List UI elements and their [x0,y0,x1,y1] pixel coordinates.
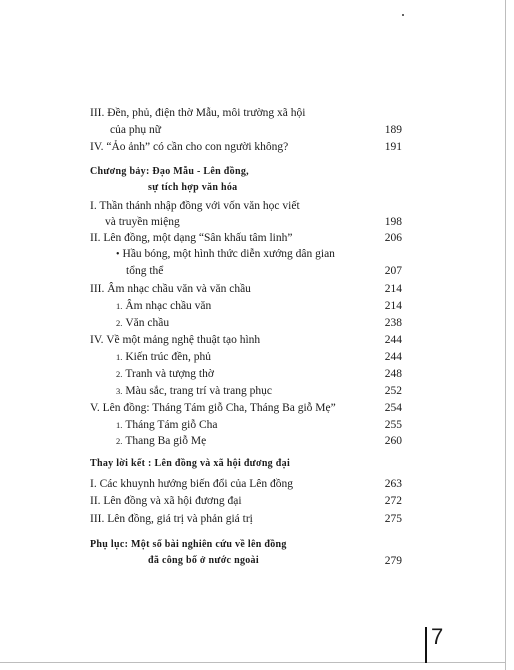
toc-entry-text: IV. Về một mảng nghệ thuật tạo hình [90,334,261,346]
toc-entry [116,245,335,263]
toc-page-number: 189 [384,124,402,136]
toc-entry-text: Thang Ba giỗ Mẹ [125,435,207,447]
chapter-heading [148,552,259,570]
toc-page-number: 272 [384,495,402,507]
toc-entry [90,492,242,510]
toc-entry-text: III. Lên đồng, giá trị và phản giá trị [90,513,253,525]
toc-page-number: 244 [384,351,402,363]
toc-entry-text: II. Lên đồng, một dạng “Sân khấu tâm linh” [90,232,293,244]
toc-entry [126,262,163,280]
toc-page-number: 248 [384,368,402,380]
bullet-mark: • [116,249,120,260]
toc-entry-text: Kiến trúc đền, phủ [125,351,211,363]
toc-entry [116,365,214,383]
toc-entry [90,138,288,156]
toc-page-number: 207 [384,265,402,277]
toc-page-number: 260 [384,435,402,447]
item-number: 2. [116,369,123,379]
toc-entry-text: I. Thần thánh nhập đồng với vốn văn học viết [90,200,300,212]
toc-entry [116,297,211,315]
toc-entry-text: II. Lên đồng và xã hội đương đại [90,495,242,507]
chapter-heading-text: đã công bố ở nước ngoài [148,555,259,566]
toc-entry-text: của phụ nữ [110,124,161,136]
toc-entry-text: Âm nhạc chầu văn [125,300,212,312]
toc-entry-text: V. Lên đồng: Tháng Tám giỗ Cha, Tháng Ba giỗ Mẹ” [90,402,336,414]
toc-entry-text: Tranh và tượng thờ [125,368,214,380]
toc-entry-text: Màu sắc, trang trí và trang phục [125,385,272,397]
toc-entry [116,432,206,450]
item-number: 2. [116,318,123,328]
toc-entry [90,104,305,122]
chapter-heading [90,455,290,473]
page-frame-right [505,0,506,670]
toc-page-number: 255 [384,419,402,431]
chapter-heading-text: Thay lời kết : Lên đồng và xã hội đương đại [90,458,291,469]
toc-page-number: 263 [384,478,402,490]
item-number: 1. [116,352,123,362]
item-number: 1. [116,301,123,311]
toc-page-number: 254 [384,402,402,414]
page-frame-bottom [0,662,505,663]
toc-page-number: 279 [384,555,402,567]
chapter-heading-text: sự tích hợp văn hóa [148,182,238,193]
toc-entry-text: IV. “Ảo ảnh” có cần cho con người không? [90,141,289,153]
scan-speck [402,14,404,16]
chapter-heading [148,179,237,197]
toc-entry [116,348,211,366]
toc-page-number: 198 [384,216,402,228]
toc-page-number: 252 [384,385,402,397]
toc-page-number: 275 [384,513,402,525]
toc-entry [90,510,253,528]
toc-entry-text: tổng thể [126,265,164,277]
chapter-heading-text: Phụ lục: Một số bài nghiên cứu về lên đồng [90,539,287,550]
toc-entry [90,475,293,493]
toc-entry [90,331,260,349]
toc-entry-text: I. Các khuynh hướng biến đổi của Lên đồng [90,478,293,490]
chapter-heading-text: Chương bảy: Đạo Mẫu - Lên đồng, [90,166,249,177]
toc-page-number: 191 [384,141,402,153]
item-number: 2. [116,436,123,446]
toc-page-number: 206 [384,232,402,244]
toc-entry-text: Hầu bóng, một hình thức diễn xướng dân gian [122,248,335,260]
toc-entry [116,314,169,332]
folio-rule [425,627,427,663]
toc-entry [90,399,336,417]
toc-entry-text: III. Âm nhạc chầu văn và văn chầu [90,283,251,295]
toc-entry-text: III. Đền, phủ, điện thờ Mẫu, môi trường xã hội [90,107,306,119]
page-number: 7 [431,624,444,649]
toc-entry [116,382,272,400]
item-number: 1. [116,420,123,430]
item-number: 3. [116,386,123,396]
toc-page-number: 238 [384,317,402,329]
toc-entry-text: Tháng Tám giỗ Cha [125,419,218,431]
toc-entry-text: Văn chầu [125,317,170,329]
toc-entry [110,121,161,139]
toc-page-number: 214 [384,300,402,312]
toc-entry [90,280,251,298]
toc-page-number: 244 [384,334,402,346]
toc-entry-text: và truyền miệng [105,216,180,228]
toc-page-number: 214 [384,283,402,295]
